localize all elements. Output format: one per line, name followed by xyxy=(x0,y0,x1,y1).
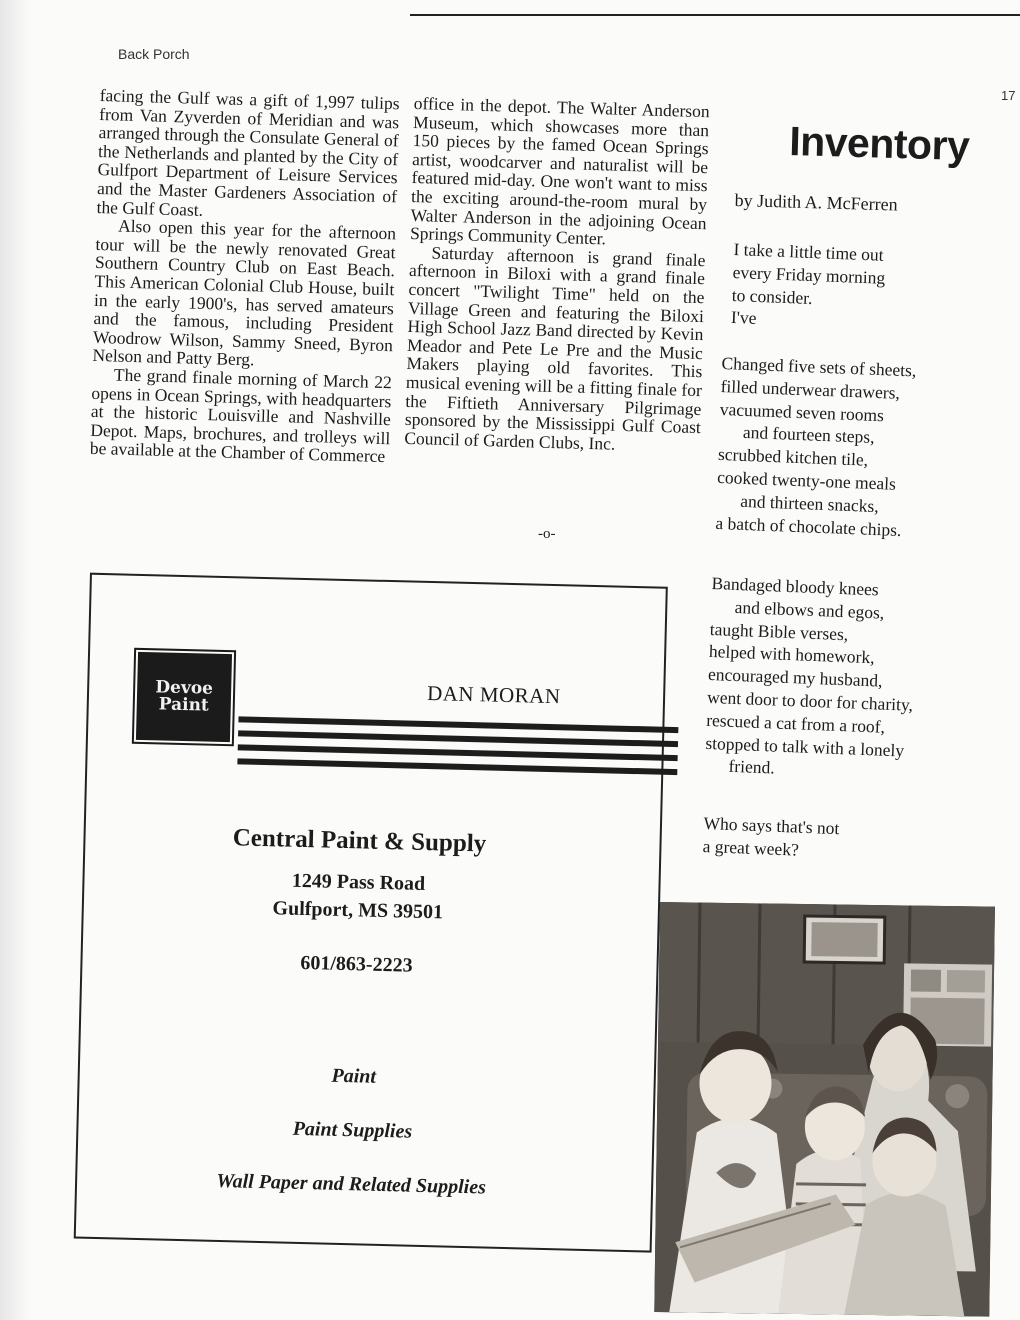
poem-line: rescued a cat from a roof, xyxy=(705,709,886,737)
ad-city: Gulfport, MS 39501 xyxy=(272,897,444,924)
poem-line: a batch of chocolate chips. xyxy=(715,512,902,540)
poem-line: taught Bible verses, xyxy=(709,618,849,644)
ad-company-name: Central Paint & Supply xyxy=(232,824,487,858)
poem-line: Bandaged bloody knees xyxy=(711,572,880,600)
poem-line: to consider. xyxy=(731,284,813,308)
poem-line: scrubbed kitchen tile, xyxy=(717,444,869,470)
article-end-mark: -o- xyxy=(538,526,556,542)
paragraph: Also open this year for the afternoon tour will be the newly renovated Great Southern Country Club on East Beach. This American Colonial Club House, built in the early 1900's, has served amateurs and the famous, including President Woodrow Wilson, Sammy Sneed, Byron Nelson and Patty Berg. xyxy=(92,215,397,370)
poem-stanza-3 xyxy=(704,572,918,785)
poem-stanza-4 xyxy=(702,812,840,863)
poem-line: I take a little time out xyxy=(733,238,885,265)
logo-text: Devoe xyxy=(155,677,214,699)
ad-stripe xyxy=(238,730,678,747)
article-column-1 xyxy=(90,86,400,466)
paragraph: Saturday afternoon is grand finale afternoon in Biloxi with a grand finale concert "Twilight Time" held on the Village Green and featuring the Biloxi High School Jazz Band directed by Kevin Meador and Pete Le Pre and the Music Makers playing old favorites. This musical evening will be a fitting finale for the Fiftieth Anniversary Pilgrimage sponsored by the Mississippi Gulf Coast Council of Garden Clubs, Inc. xyxy=(404,242,706,454)
paragraph: The grand finale morning of March 22 opens in Ocean Springs, with headquarters at the historic Louisville and Nashville Depot. Maps, brochures, and trolleys will be available at the Chamber of Commerce xyxy=(89,364,393,467)
ad-stripe xyxy=(237,758,677,775)
ad-stripe xyxy=(238,744,678,761)
poem-line: vacuumed seven rooms xyxy=(719,398,885,425)
poem-line: and elbows and egos, xyxy=(734,596,885,623)
poem-line: stopped to talk with a lonely xyxy=(705,732,905,761)
poem-line: and thirteen snacks, xyxy=(739,490,880,516)
running-head: Back Porch xyxy=(118,46,190,62)
logo-text: Paint xyxy=(158,694,210,716)
poem-line: went door to door for charity, xyxy=(706,686,914,715)
poem-stanza-2 xyxy=(715,352,917,542)
poem-line: Who says that's not xyxy=(703,812,840,839)
paragraph: office in the depot. The Walter Anderson Museum, which showcases more than 150 pieces by the famed Ocean Springs artist, woodcarver and naturalist will be featured mid-day. One won't want to miss the exciting around-the-room mural by Walter Anderson in the adjoining Ocean Springs Community Center. xyxy=(409,93,710,249)
paragraph: facing the Gulf was a gift of 1,997 tulips from Van Zyverden of Meridian and was arranged through the Consulate General of the Netherlands and planted by the City of Gulfport Department of Leisure Services and the Master Gardeners Association of the Gulf Coast. xyxy=(96,85,400,220)
devoe-paint-logo xyxy=(136,652,232,742)
poem-line: and fourteen steps, xyxy=(742,422,875,448)
ad-stripe xyxy=(238,716,678,733)
ad-phone: 601/863-2223 xyxy=(300,951,413,977)
advertisement xyxy=(46,572,670,1255)
ad-contact-name: DAN MORAN xyxy=(426,680,561,709)
ad-service: Paint Supplies xyxy=(292,1117,413,1143)
family-photo-illustration xyxy=(654,902,995,1317)
poem-line: encouraged my husband, xyxy=(707,664,883,691)
poem-line: I've xyxy=(730,307,757,329)
poem-line: cooked twenty-one meals xyxy=(716,466,897,494)
article-column-2 xyxy=(404,94,710,455)
top-rule xyxy=(410,14,1020,16)
ad-service: Wall Paper and Related Supplies xyxy=(216,1169,487,1199)
poem-stanza-1 xyxy=(730,238,886,335)
poem-line: friend. xyxy=(728,756,776,778)
family-photo xyxy=(654,902,995,1317)
poem-title: Inventory xyxy=(788,118,970,170)
poem-line: every Friday morning xyxy=(732,261,886,288)
poem-line: filled underwear drawers, xyxy=(720,375,901,403)
ad-address: 1249 Pass Road xyxy=(291,869,426,895)
page-number: 17 xyxy=(1001,88,1016,103)
page-gutter-shadow xyxy=(0,0,30,1320)
poem-line: helped with homework, xyxy=(708,641,875,668)
ad-service: Paint xyxy=(331,1064,377,1088)
poem-byline: by Judith A. McFerren xyxy=(734,190,898,215)
poem-line: Changed five sets of sheets, xyxy=(721,352,917,381)
poem-line: a great week? xyxy=(702,835,800,860)
